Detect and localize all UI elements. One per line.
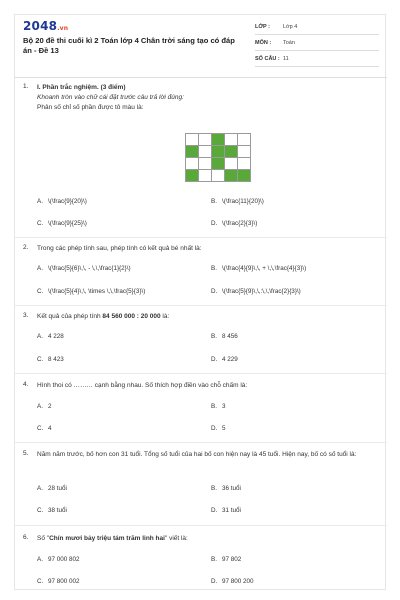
question-text: Kết quả của phép tính 84 560 000 : 20 000 là: <box>37 313 170 320</box>
question-text: Năm năm trước, bố hơn con 31 tuổi. Tổng số tuổi của hai bố con hiện nay là 45 tuổi. Hiện nay, bố có số tuổi là: <box>37 451 357 458</box>
grid-cell <box>211 169 225 182</box>
question-divider <box>15 525 387 526</box>
instruction: Khoanh tròn vào chữ cái đặt trước câu trả lời đúng: <box>37 94 184 101</box>
option-1b[interactable]: B. \(\frac{11}{20}\) <box>211 198 264 205</box>
option-3d[interactable]: D. 4 229 <box>211 356 238 363</box>
section-title: I. Phần trắc nghiệm. (3 điểm) <box>37 84 126 91</box>
question-text: Trong các phép tính sau, phép tính có kết quả bé nhất là: <box>37 245 202 252</box>
option-6b[interactable]: B. 97 802 <box>211 556 242 563</box>
option-2c[interactable]: C. \(\frac{5}{4}\,\, \times \,\,\frac{5}{3}\) <box>37 288 146 295</box>
page-header <box>23 19 379 75</box>
option-4a[interactable]: A. 2 <box>37 403 52 410</box>
question-divider <box>15 442 387 443</box>
option-2b[interactable]: B. \(\frac{4}{9}\,\, + \,\,\frac{4}{3}\) <box>211 265 307 272</box>
option-1a[interactable]: A. \(\frac{9}{20}\) <box>37 198 87 205</box>
question-divider <box>15 237 387 238</box>
option-6a[interactable]: A. 97 000 802 <box>37 556 80 563</box>
grid-cell <box>185 169 199 182</box>
grid-cell <box>224 169 238 182</box>
option-5c[interactable]: C. 38 tuổi <box>37 507 67 514</box>
option-5b[interactable]: B. 36 tuổi <box>211 485 241 492</box>
question-divider <box>15 305 387 306</box>
meta-question-count: SỐ CÂU : 11 <box>255 55 379 67</box>
option-5a[interactable]: A. 28 tuổi <box>37 485 67 492</box>
meta-grade: LỚP : Lớp 4 <box>255 23 379 35</box>
document-title: Bộ 20 đề thi cuối kì 2 Toán lớp 4 Chân trời sáng tạo có đáp án - Đề 13 <box>23 36 235 55</box>
option-1c[interactable]: C. \(\frac{9}{25}\) <box>37 220 87 227</box>
question-text: Phân số chỉ số phần được tô màu là: <box>37 104 144 111</box>
meta-subject: MÔN : Toán <box>255 39 379 51</box>
grid-cell <box>198 169 212 182</box>
question-text: Hình thoi có ……… cạnh bằng nhau. Số thích hợp điền vào chỗ chấm là: <box>37 382 248 389</box>
option-1d[interactable]: D. \(\frac{2}{3}\) <box>211 220 258 227</box>
question-divider <box>15 373 387 374</box>
header-divider <box>15 77 387 78</box>
option-4b[interactable]: B. 3 <box>211 403 226 410</box>
question-text: Số "Chín mươi bảy triệu tám trăm linh hai" viết là: <box>37 535 188 542</box>
exam-page: 2048.vn Bộ 20 đề thi cuối kì 2 Toán lớp 4 Chân trời sáng tạo có đáp án - Đề 13 LỚP : Lớp 4 MÔN : Toán SỐ CÂU : 11 1. I. Phần trắc nghiệm. (3 điểm) Khoanh tròn vào chữ cái đặt trước câu trả lời đúng: Phân số chỉ số phần được tô màu là: A. \(\frac{9}{20}\) B. \(\frac{11}{20}\) C. \(\frac{9}{25}\) D. \(\frac{2}{3}\) 2. Trong các phép tính sau, phép tính có kết quả bé nhất là: A. \(\frac{5}{6}\,\, - \,\,\frac{1}{2}\) B. \(\frac{4}{9}\,\, + \,\,\frac{4}{3}\) C. \(\frac{5}{4}\,\, \times \,\,\frac{5}{3}\) D. \(\frac{5}{9}\,\,:\,\,\frac{2}{3}\) 3. Kết quả của phép tính 84 560 000 : 20 000 là: A. 4 228 B. 8 456 C. 8 423 D. 4 229 4. Hình thoi có ……… cạnh bằng nhau. Số thích hợp điền vào chỗ chấm là: A. 2 B. 3 C. 4 D. 5 5. Năm năm trước, bố hơn con 31 tuổi. Tổng số tuổi của hai bố con hiện nay là 45 tuổi. Hiện nay, bố có số tuổi là: A. 28 tuổi B. 36 tuổi C. 38 tuổi D. 31 tuổi 6. Số "Chín mươi bảy triệu tám trăm linh hai" viết là: A. 97 000 802 B. 97 802 C. 97 800 002 D. 97 800 200 <box>14 14 386 590</box>
option-6c[interactable]: C. 97 800 002 <box>37 578 80 585</box>
option-6d[interactable]: D. 97 800 200 <box>211 578 254 585</box>
grid-cell <box>237 169 251 182</box>
option-3b[interactable]: B. 8 456 <box>211 333 238 340</box>
brand-logo[interactable]: 2048.vn <box>23 19 69 33</box>
option-4d[interactable]: D. 5 <box>211 425 226 432</box>
option-2a[interactable]: A. \(\frac{5}{6}\,\, - \,\,\frac{1}{2}\) <box>37 265 131 272</box>
option-3c[interactable]: C. 8 423 <box>37 356 64 363</box>
option-2d[interactable]: D. \(\frac{5}{9}\,\,:\,\,\frac{2}{3}\) <box>211 288 301 295</box>
meta-info <box>255 23 379 71</box>
option-5d[interactable]: D. 31 tuổi <box>211 507 241 514</box>
option-3a[interactable]: A. 4 228 <box>37 333 64 340</box>
option-4c[interactable]: C. 4 <box>37 425 52 432</box>
